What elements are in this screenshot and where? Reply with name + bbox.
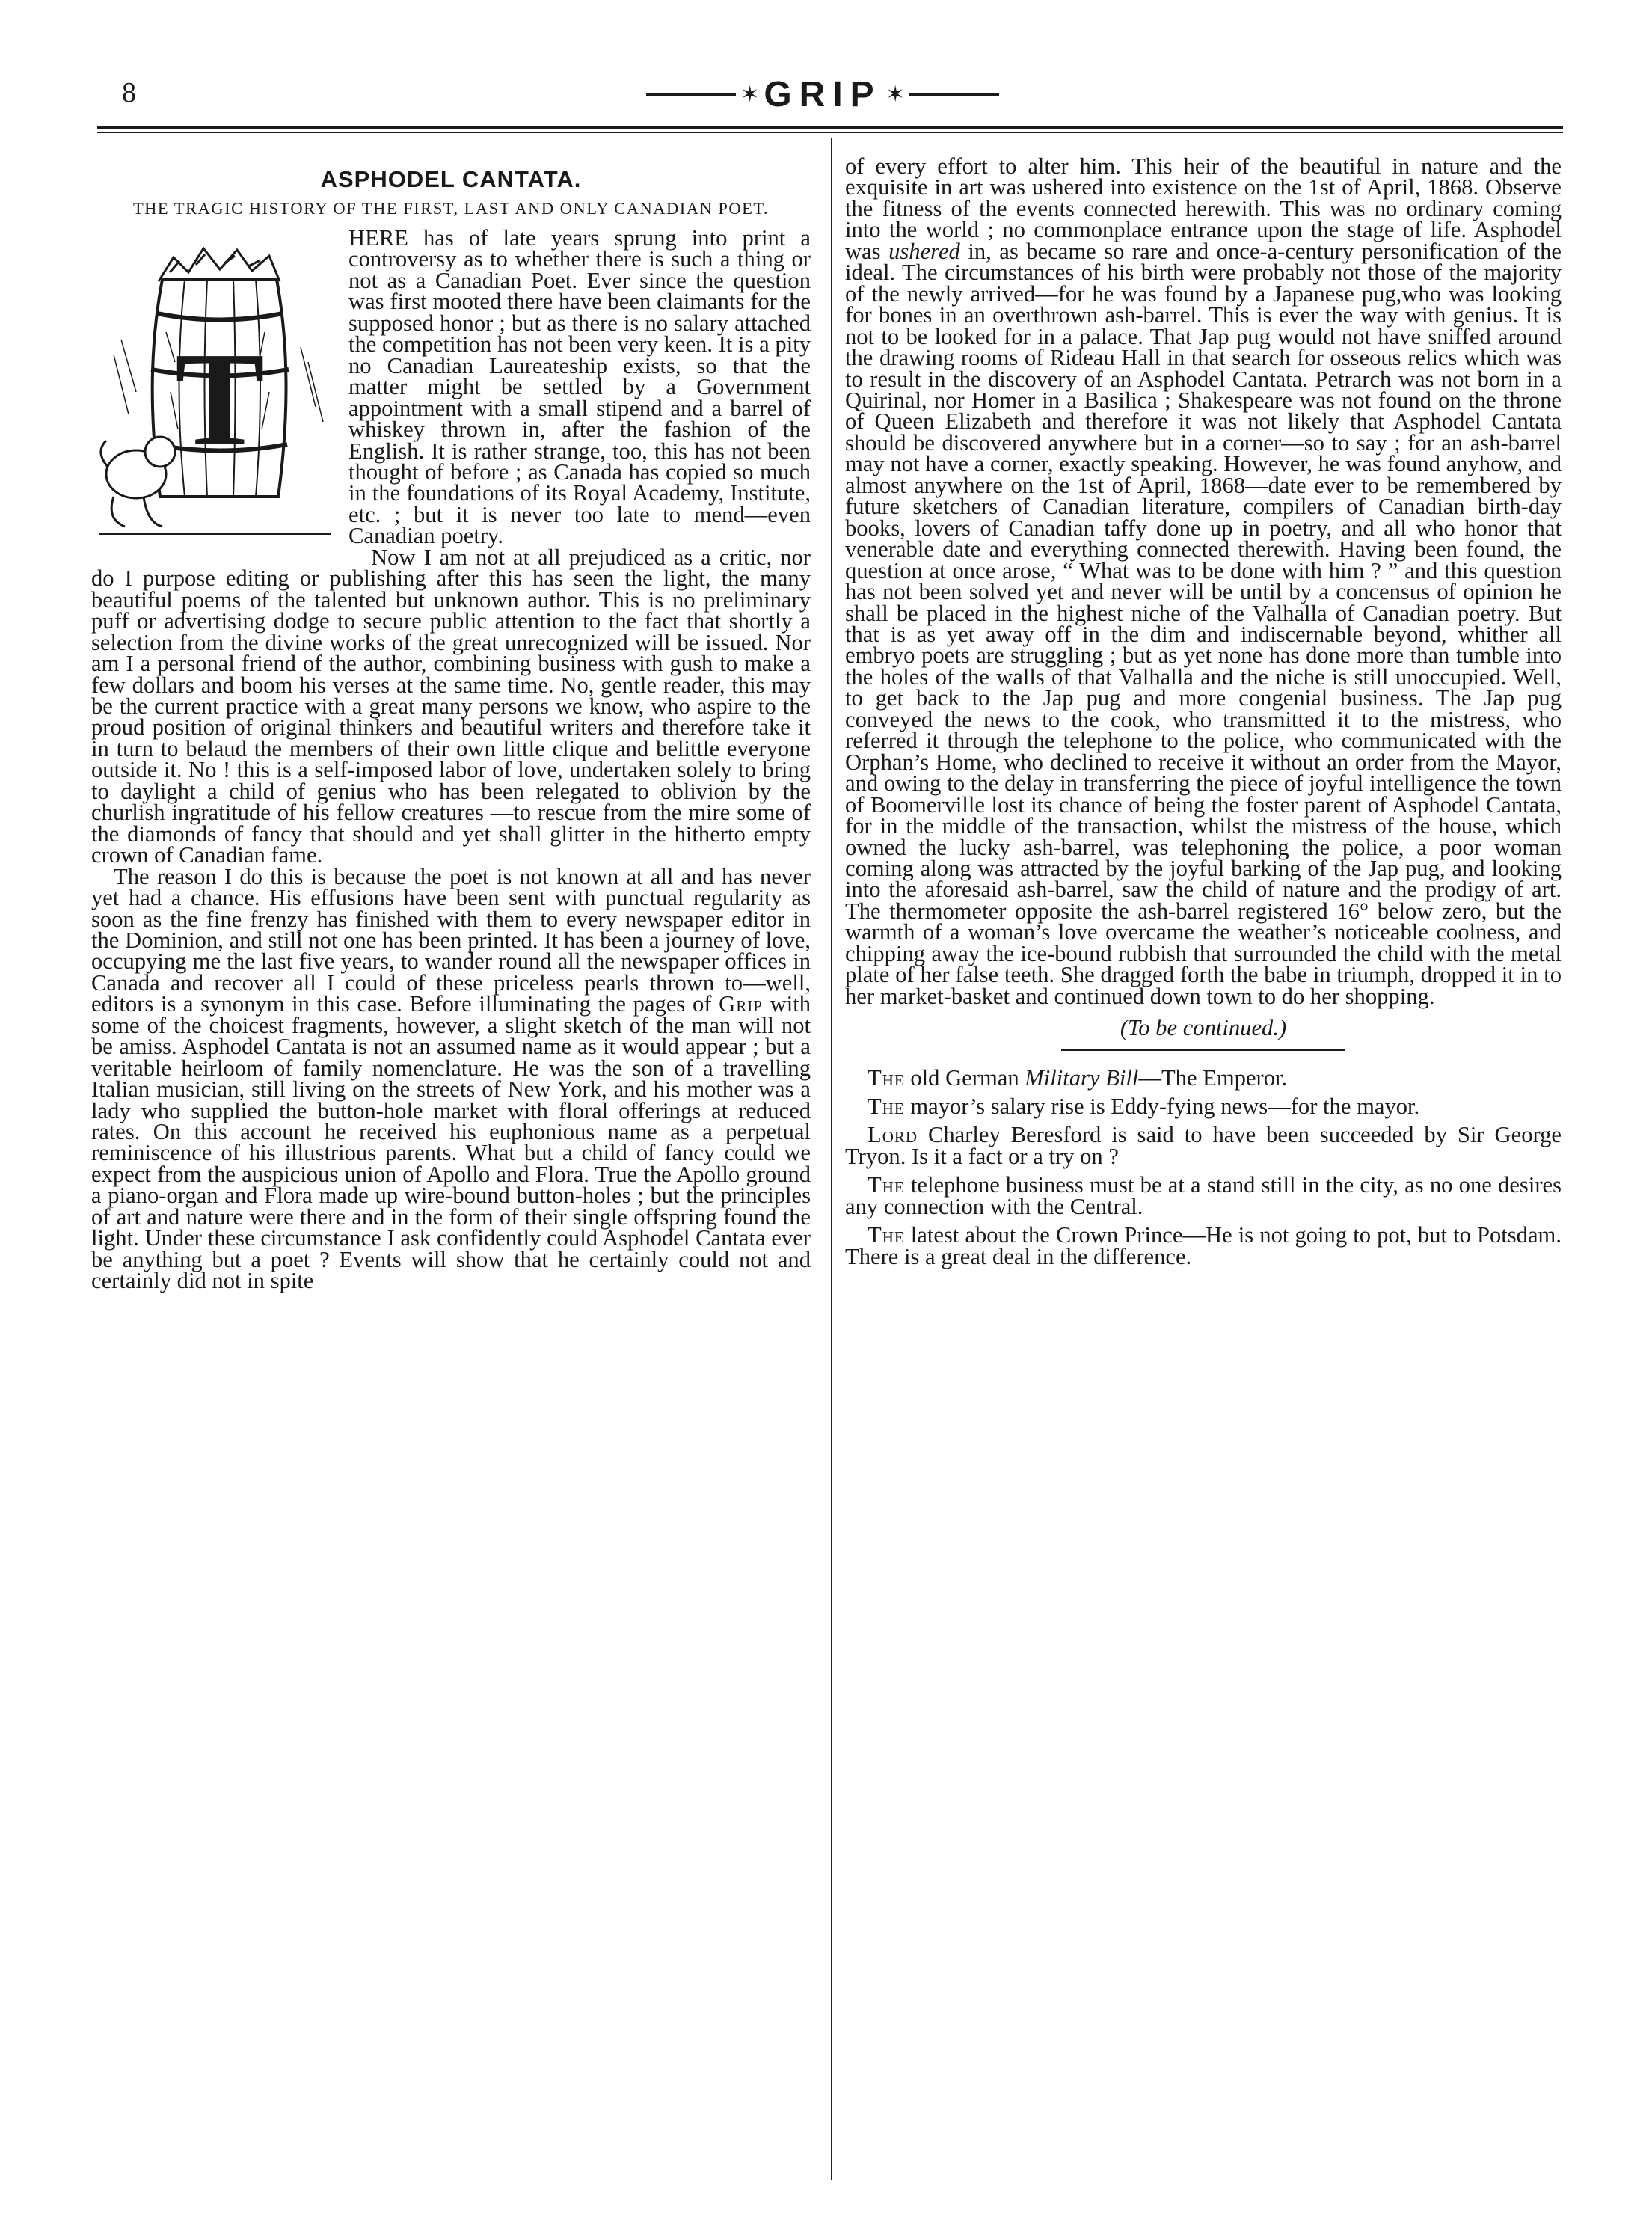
section-divider bbox=[1061, 1049, 1345, 1051]
paragraph-text: telephone business must be at a stand still in the city, as no one desires any connection with the Central. bbox=[845, 1172, 1562, 1219]
paragraph-text: Charley Beresford is said to have been succeeded by Sir George Tryon. Is it a fact or a try on ? bbox=[845, 1122, 1562, 1169]
article-subtitle: THE TRAGIC HISTORY OF THE FIRST, LAST AND ONLY CANADIAN POET. bbox=[132, 199, 770, 218]
masthead-title: GRIP bbox=[764, 74, 882, 114]
lead-word: The bbox=[868, 1222, 905, 1248]
header-rule-thick bbox=[97, 126, 1563, 129]
star-icon: ✶ bbox=[885, 82, 905, 107]
article-paragraph-2: Now I am not at all prejudiced as a critic, nor do I purpose editing or publishing after this has seen the light, the many beautiful poems of the talented but unknown author. This is no preliminary puff or advertising dodge to secure public attention to the fact that shortly a selection from the divine works of the great unrecognized will be issued. Nor am I a personal friend of the author, combining business with gush to make a few dollars and boom his verses at the same time. No, gentle reader, this may be the current practice with a great many persons we know, who aspire to the proud position of original thinkers and beautiful writers and therefore take it in turn to belaud the members of their own little clique and belittle everyone outside it. No ! this is a self-imposed labor of love, undertaken solely to bring to daylight a child of genius who has been relegated to oblivion by the churlish ingratitude of his fellow creatures —to rescue from the mire some of the diamonds of fancy that should and yet shall glitter in the hitherto empty crown of Canadian fame. bbox=[91, 544, 811, 868]
lead-word: Lord bbox=[868, 1122, 918, 1148]
paragraph-text: old German bbox=[904, 1064, 1025, 1091]
article-text: The reason I do this is because the poet is not known at all and has never yet had a chance. His effusions have been sent with punctual regularity as soon as the fine frenzy has finished with them to every newspaper editor in the Dominion, and still not one has been printed. It has been a journey of love, occupying me the last five years, to wander round all the newspaper offices in Canada and recover all I could of these priceless pearls thrown to—well, editors is a synonym in this case. Before illuminating the pages of bbox=[91, 863, 811, 1017]
page-number: 8 bbox=[122, 77, 136, 108]
paragraph-text: —The Emperor. bbox=[1138, 1064, 1288, 1091]
paragraph-text: mayor’s salary rise is Eddy-fying news—for the mayor. bbox=[904, 1094, 1420, 1120]
article-title: ASPHODEL CANTATA. bbox=[320, 166, 582, 192]
article-text: with some of the choicest fragments, however, a slight sketch of the man will not be amiss. Asphodel Cantata is not an assumed name as it would appear ; but a veritable heirloom of family nomenclature. He was the son of a travelling Italian musician, still living on the streets of New York, and his mother was a lady who supplied the button-hole market with floral offerings at reduced rates. On this account he received his euphonious name as a perpetual reminiscence of his illustrious parents. What but a child of fancy could we expect from the auspicious union of Apollo and Flora. True the Apollo ground a piano-organ and Flora made up wire-bound button-holes ; but the principles of art and nature were there and in the form of their single offspring found the light. Under these circumstance I ask confidently could Asphodel Cantata ever be anything but a poet ? Events will show that he certainly could not and certainly did not in spite bbox=[91, 991, 811, 1294]
header-rule-thin bbox=[97, 132, 1563, 133]
short-paragraph-5 bbox=[845, 1224, 1562, 1267]
page-header bbox=[0, 0, 1652, 135]
continued-note bbox=[845, 1015, 1562, 1041]
emphasis-text: ushered bbox=[888, 238, 960, 264]
barrel-illustration-drawing bbox=[91, 227, 338, 564]
grip-name: Grip bbox=[719, 991, 763, 1017]
article-paragraph-3 bbox=[91, 863, 811, 1294]
short-paragraph-3 bbox=[845, 1124, 1562, 1167]
barrel-illustration bbox=[91, 227, 338, 564]
lead-word: The bbox=[868, 1094, 905, 1120]
column-separator bbox=[831, 138, 832, 2180]
masthead-left-rule bbox=[646, 93, 736, 96]
masthead bbox=[598, 72, 1047, 117]
short-paragraph-1 bbox=[845, 1064, 1562, 1091]
article-text: of every effort to alter him. This heir of the beautiful in nature and the exquisite in art was ushered into existence on the 1st of April, 1868. Observe the fitness of the events connected herewith. This was no ordinary coming into the world ; no commonplace entrance upon the stage of life. Asphodel was bbox=[845, 153, 1562, 264]
emphasis-text: Military Bill bbox=[1025, 1064, 1139, 1091]
short-paragraph-4 bbox=[845, 1174, 1562, 1217]
right-column bbox=[845, 153, 1562, 1269]
star-icon: ✶ bbox=[740, 82, 760, 107]
lead-word: The bbox=[868, 1172, 905, 1198]
short-paragraph-2 bbox=[845, 1094, 1562, 1120]
paragraph-text: latest about the Crown Prince—He is not going to pot, but to Potsdam. There is a great deal in the difference. bbox=[845, 1222, 1562, 1269]
article-paragraph-4 bbox=[845, 153, 1562, 1009]
left-column bbox=[91, 156, 811, 1292]
continued-text: (To be continued.) bbox=[1120, 1015, 1287, 1041]
masthead-right-rule bbox=[909, 93, 999, 96]
lead-word: The bbox=[868, 1064, 905, 1091]
article-paragraph-1: HERE has of late years sprung into print a controversy as to whether there is such a thing or not as a Canadian Poet. Ever since the question was first mooted there have been claimants for the supposed honor ; but as there is no salary attached the competition has not been very keen. It is a pity no Canadian Laureateship exists, so that the matter might be settled by a Government appointment with a small stipend and a barrel of whiskey thrown in, after the fashion of the English. It is rather strange, too, this has not been thought of before ; as Canada has copied so much in the foundations of its Royal Academy, Institute, etc. ; but it is never too late to mend—even Canadian poetry. bbox=[348, 225, 811, 549]
article-text: in, as became so rare and once-a-century personification of the ideal. The circumstances of his birth were probably not those of the majority of the newly arrived—for he was found by a Japanese pug,who was looking for bones in an overthrown ash-barrel. This is ever the way with genius. It is not to be looked for in a palace. That Jap pug would not have sniffed around the drawing rooms of Rideau Hall in that search for osseous relics which was to result in the discovery of an Asphodel Cantata. Petrarch was not born in a Quirinal, nor Homer in a Basilica ; Shakespeare was not found on the throne of Queen Elizabeth and therefore it was not likely that Asphodel Cantata should be discovered anywhere but in a corner—so to say ; for an ash-barrel may not have a corner, exactly speaking. However, he was found anyhow, and almost anywhere on the 1st of April, 1868—date ever to be remembered by future sketchers of Canadian literature, compilers of Canadian birth-day books, lovers of Canadian taffy done up in poetry, and all who honor that venerable date and everything connected therewith. Having been found, the question at once arose, “ What was to be done with him ? ” and this question has not been solved yet and never will be until by a concensus of opinion he shall be placed in the highest niche of the Valhalla of Canadian poetry. But that is as yet away off in the dim and indiscernable beyond, whither all embryo poets are struggling ; but as yet none has done more than tumble into the holes of the walls of that Valhalla and the niche is still unoccupied. Well, to get back to the Jap pug and more congenial business. The Jap pug conveyed the news to the cook, who transmitted it to the mistress, who referred it through the telephone to the police, who communicated with the Orphan’s Home, who declined to receive it without an order from the Mayor, and owing to the delay in transferring the piece of joyful intelligence the town of Boomerville lost its chance of being the foster parent of Asphodel Cantata, for in the middle of the transaction, whilst the mistress of the house, which owned the lucky ash-barrel, was telephoning the police, a poor woman coming along was attracted by the joyful barking of the Jap pug, and looking into the aforesaid ash-barrel, saw the child of nature and the prodigy of art. The thermometer opposite the ash-barrel registered 16° below zero, but the warmth of a woman’s love overcame the weather’s noticeable coolness, and chipping away the ice-bound rubbish that surrounded the child with the metal plate of her false teeth. She dragged forth the babe in triumph, dropped it in to her market-basket and continued down town to do her shopping. bbox=[845, 238, 1562, 1009]
drop-cap-letter: T bbox=[174, 325, 265, 473]
